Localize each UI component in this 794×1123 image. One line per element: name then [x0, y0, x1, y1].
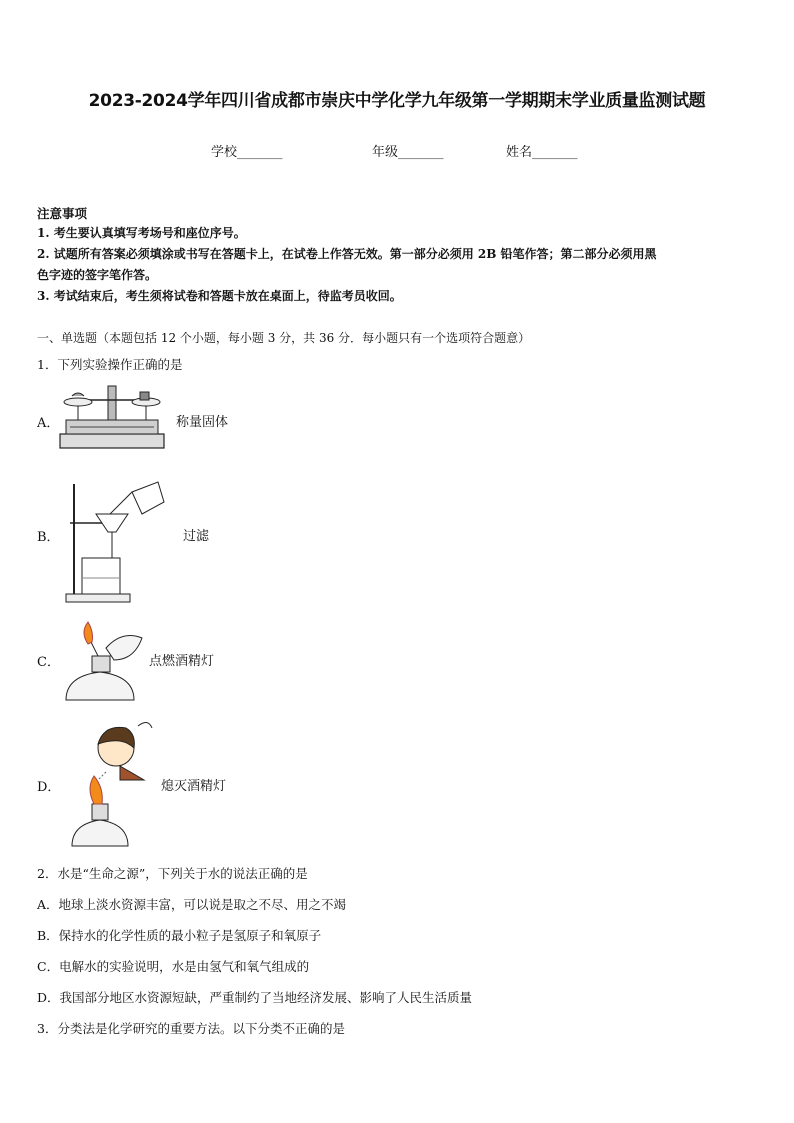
- filtration-illustration: [62, 478, 172, 606]
- grade-field: 年级_______: [372, 145, 444, 160]
- school-field: 学校_______: [211, 145, 283, 160]
- q1-option-d-caption: 熄灭酒精灯: [161, 779, 227, 794]
- q2-option-a: A．地球上淡水资源丰富，可以说是取之不尽、用之不竭: [37, 897, 347, 912]
- name-field: 姓名_______: [506, 145, 578, 160]
- q2-option-d: D．我国部分地区水资源短缺，严重制约了当地经济发展、影响了人民生活质量: [37, 990, 473, 1005]
- q3-stem: 3．分类法是化学研究的重要方法。以下分类不正确的是: [37, 1021, 345, 1036]
- note-2: 2. 试题所有答案必须填涂或书写在答题卡上，在试卷上作答无效。第一部分必须用 2B 铅笔作答；第二部分必须用黑: [37, 247, 657, 261]
- q1-option-d-letter: D．: [37, 780, 61, 795]
- q2-stem: 2．水是“生命之源”，下列关于水的说法正确的是: [37, 866, 308, 881]
- q1-option-b-caption: 过滤: [183, 529, 210, 544]
- note-2-cont: 色字迹的签字笔作答。: [37, 268, 158, 282]
- q1-option-a-caption: 称量固体: [176, 415, 229, 430]
- note-1: 1. 考生要认真填写考场号和座位序号。: [37, 226, 246, 240]
- q1-option-c-caption: 点燃酒精灯: [149, 654, 215, 669]
- section-heading: 一、单选题（本题包括 12 个小题，每小题 3 分，共 36 分．每小题只有一个选项符合题意）: [37, 331, 531, 345]
- q2-option-b: B．保持水的化学性质的最小粒子是氢原子和氧原子: [37, 928, 322, 943]
- balance-illustration: [58, 380, 168, 452]
- q1-stem: 1．下列实验操作正确的是: [37, 357, 183, 372]
- q1-option-b-letter: B．: [37, 530, 60, 545]
- note-3: 3. 考试结束后，考生须将试卷和答题卡放在桌面上，待监考员收回。: [37, 289, 402, 303]
- notes-heading: 注意事项: [37, 206, 88, 221]
- page-title: 2023-2024学年四川省成都市崇庆中学化学九年级第一学期期末学业质量监测试题: [88, 91, 706, 111]
- q1-option-a-letter: A．: [37, 416, 60, 431]
- lighting-lamp-illustration: [62, 620, 152, 708]
- blowing-lamp-illustration: [64, 714, 160, 852]
- q1-option-c-letter: C．: [37, 655, 60, 670]
- q2-option-c: C．电解水的实验说明，水是由氢气和氧气组成的: [37, 959, 310, 974]
